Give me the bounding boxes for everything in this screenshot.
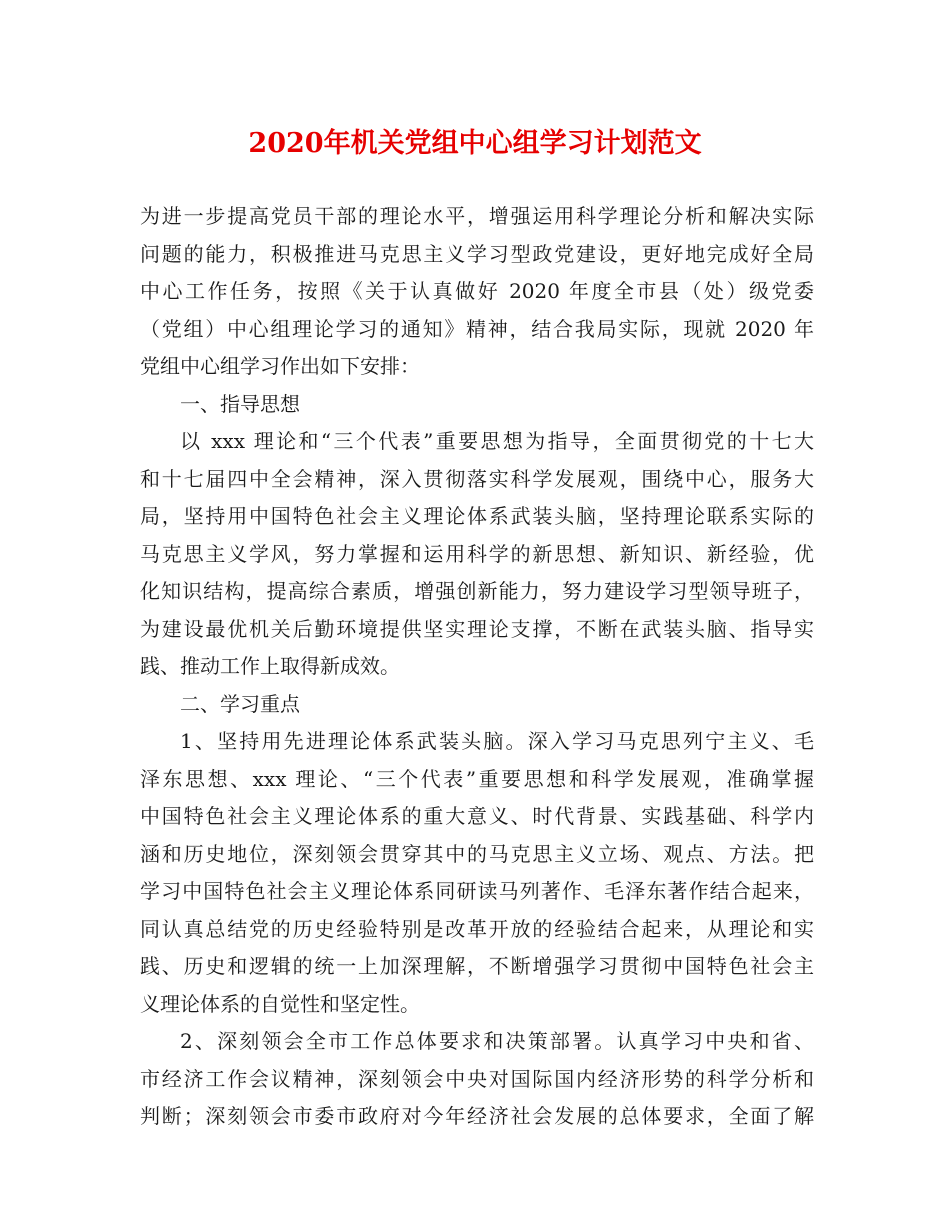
document-body — [140, 198, 814, 1136]
body-line-22: 义理论体系的自觉性和坚定性。 — [140, 991, 420, 1016]
document-title: 2020年机关党组中心组学习计划范文 — [248, 128, 702, 159]
body-line-4: （党组）中心组理论学习的通知》精神，结合我局实际，现就 2020 年 — [140, 316, 814, 341]
section-heading-study-focus: 二、学习重点 — [180, 691, 300, 716]
body-line-15: 1、坚持用先进理论体系武装头脑。深入学习马克思列宁主义、毛 — [180, 729, 814, 753]
body-line-16: 泽东思想、xxx 理论、“三个代表”重要思想和科学发展观，准确掌握 — [140, 766, 814, 791]
body-line-3: 中心工作任务，按照《关于认真做好 2020 年度全市县（处）级党委 — [140, 279, 814, 303]
body-line-17: 中国特色社会主义理论体系的重大意义、时代背景、实践基础、科学内 — [140, 804, 814, 828]
body-line-13: 践、推动工作上取得新成效。 — [140, 654, 400, 678]
body-line-5: 党组中心组学习作出如下安排： — [140, 354, 420, 378]
body-line-8: 和十七届四中全会精神，深入贯彻落实科学发展观，围绕中心，服务大 — [140, 466, 814, 491]
body-line-23: 2、深刻领会全市工作总体要求和决策部署。认真学习中央和省、 — [180, 1029, 814, 1053]
body-line-7: 以 xxx 理论和“三个代表”重要思想为指导，全面贯彻党的十七大 — [180, 429, 814, 453]
body-line-21: 践、历史和逻辑的统一上加深理解，不断增强学习贯彻中国特色社会主 — [140, 954, 814, 978]
body-line-24: 市经济工作会议精神，深刻领会中央对国际国内经济形势的科学分析和 — [140, 1066, 814, 1091]
body-line-19: 学习中国特色社会主义理论体系同研读马列著作、毛泽东著作结合起来， — [140, 879, 814, 903]
body-line-10: 马克思主义学风，努力掌握和运用科学的新思想、新知识、新经验，优 — [140, 541, 814, 566]
body-line-2: 问题的能力，积极推进马克思主义学习型政党建设，更好地完成好全局 — [140, 241, 814, 266]
body-line-11: 化知识结构，提高综合素质，增强创新能力，努力建设学习型领导班子， — [140, 579, 814, 603]
body-line-9: 局，坚持用中国特色社会主义理论体系武装头脑，坚持理论联系实际的 — [140, 504, 814, 528]
section-heading-guiding-thought: 一、指导思想 — [180, 391, 300, 416]
body-line-12: 为建设最优机关后勤环境提供坚实理论支撑，不断在武装头脑、指导实 — [140, 616, 814, 641]
body-line-1: 为进一步提高党员干部的理论水平，增强运用科学理论分析和解决实际 — [140, 204, 814, 228]
body-line-25: 判断；深刻领会市委市政府对今年经济社会发展的总体要求，全面了解 — [140, 1104, 814, 1128]
body-line-20: 同认真总结党的历史经验特别是改革开放的经验结合起来，从理论和实 — [140, 916, 814, 941]
body-line-18: 涵和历史地位，深刻领会贯穿其中的马克思主义立场、观点、方法。把 — [140, 841, 814, 866]
